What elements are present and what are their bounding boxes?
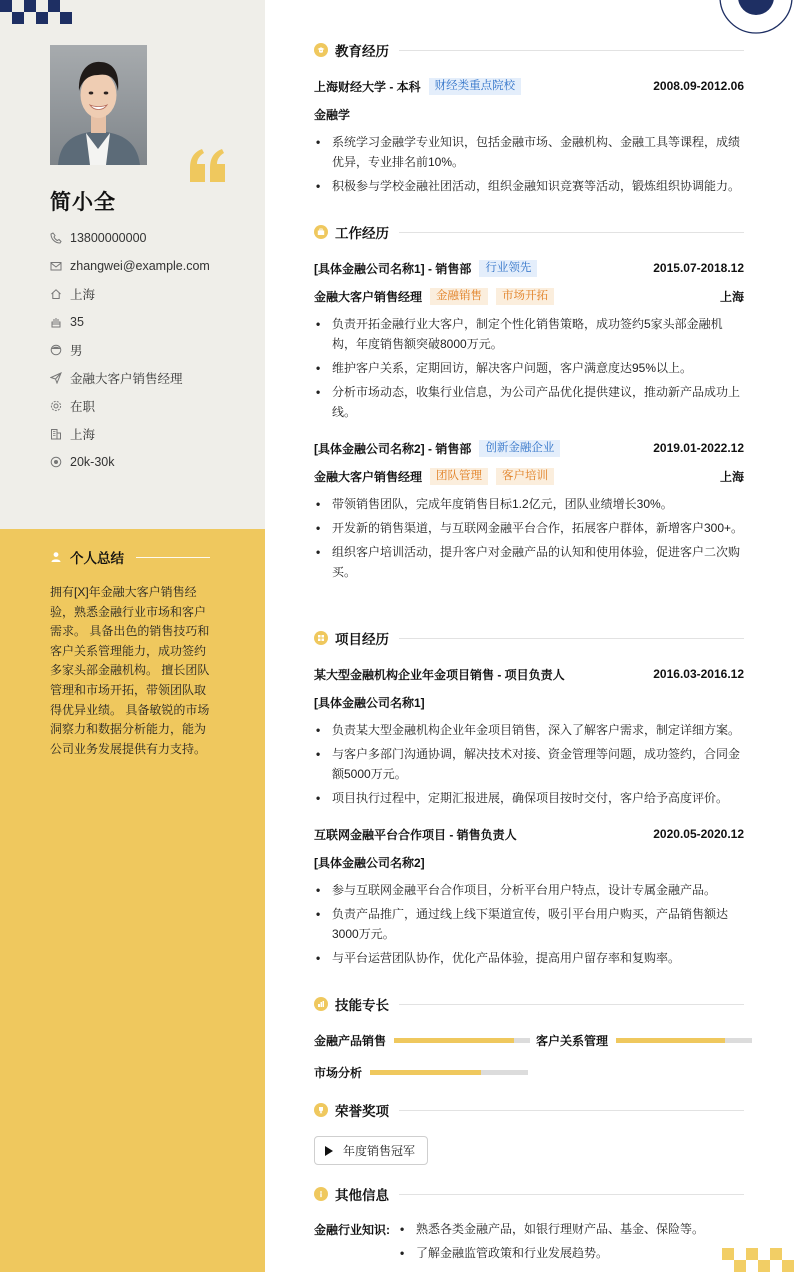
- skill-item: 市场分析: [314, 1063, 528, 1081]
- info-phone: 13800000000: [50, 224, 210, 252]
- skills-icon: [314, 997, 328, 1011]
- project-2-org-row: [具体金融公司名称2]: [314, 855, 425, 870]
- info-age: 35: [50, 308, 210, 336]
- candidate-name: 简小全: [50, 191, 116, 214]
- company-tag: 行业领先: [479, 260, 537, 277]
- quote-icon: [188, 148, 228, 184]
- school-tag: 财经类重点院校: [429, 78, 522, 95]
- list-item: • 负责产品推广，通过线上线下渠道宣传，吸引平台用户购买，产品销售额达3000万元。: [314, 904, 744, 944]
- role-tag: 金融销售: [430, 288, 488, 305]
- role-tag: 团队管理: [430, 468, 488, 485]
- school-name: 上海财经大学 - 本科: [314, 79, 421, 94]
- skill-bar-fill: [616, 1038, 725, 1043]
- list-item: • 项目执行过程中，定期汇报进展，确保项目按时交付，客户给予高度评价。: [314, 788, 744, 808]
- building-icon: [50, 428, 62, 440]
- summary-text: 拥有[X]年金融大客户销售经验，熟悉金融行业市场和客户需求。 具备出色的销售技巧和客户关系管理能力，成功签约多家头部金融机构。 擅长团队管理和市场开拓，带领团队取得优异业绩。 具备敏锐的市场洞察力和数据分析能力，能为公司业务发展提供有力支持。: [50, 585, 210, 756]
- skills-section-heading: 技能专长: [314, 994, 744, 1014]
- project-2-row: 互联网金融平台合作项目 - 销售负责人 2020.05-2020.12: [314, 827, 744, 842]
- project-date: 2016.03-2016.12: [653, 667, 744, 681]
- skill-bar: [616, 1038, 752, 1043]
- job-1-bullets: [314, 314, 744, 426]
- honors-section-heading: 荣誉奖项: [314, 1100, 744, 1120]
- job-2-bullets: [314, 494, 744, 586]
- job-2-company-row: [具体金融公司名称2] - 销售部 创新金融企业 2019.01-2022.12: [314, 441, 744, 456]
- list-item: • 参与互联网金融平台合作项目，分析平台用户特点，设计专属金融产品。: [314, 880, 744, 900]
- skill-item: 金融产品销售: [314, 1031, 530, 1049]
- briefcase-icon: [314, 225, 328, 239]
- checker-pattern-decoration-bottom: [722, 1248, 794, 1272]
- other-label: 金融行业知识:: [314, 1223, 390, 1237]
- list-item: • 开发新的销售渠道，与互联网金融平台合作，拓展客户群体，新增客户300+。: [314, 518, 744, 538]
- education-section-heading: 教育经历: [314, 40, 744, 60]
- info-salary: 20k-30k: [50, 448, 210, 476]
- project-2-bullets: [314, 880, 744, 972]
- info-status: 在职: [50, 392, 210, 420]
- education-row: [314, 77, 744, 95]
- summary-divider: [136, 557, 210, 558]
- status-icon: [50, 400, 62, 412]
- skill-bar: [394, 1038, 530, 1043]
- project-date: 2020.05-2020.12: [653, 827, 744, 841]
- play-triangle-icon: [325, 1146, 333, 1156]
- list-item: • 分析市场动态，收集行业信息，为公司产品优化提供建议，推动新产品成功上线。: [314, 382, 744, 422]
- job-city: 上海: [719, 469, 744, 484]
- list-item: • 了解金融监管政策和行业发展趋势。: [398, 1243, 748, 1263]
- list-item: • 熟悉各类金融产品，如银行理财产品、基金、保险等。: [398, 1219, 748, 1239]
- major: 金融学: [314, 107, 351, 122]
- list-item: • 组织客户培训活动，提升客户对金融产品的认知和使用体验，促进客户二次购买。: [314, 542, 744, 582]
- send-icon: [50, 372, 62, 384]
- summary-heading: 个人总结: [50, 547, 210, 567]
- info-position: 金融大客户销售经理: [50, 364, 210, 392]
- education-bullets: [314, 132, 744, 200]
- job-1-role-row: 金融大客户销售经理 金融销售 市场开拓 上海: [314, 289, 744, 304]
- skill-item: 客户关系管理: [536, 1031, 752, 1049]
- contact-info-list: [50, 224, 210, 476]
- user-icon: [50, 551, 62, 563]
- project-icon: [314, 631, 328, 645]
- age-icon: [50, 316, 62, 328]
- salary-icon: [50, 456, 62, 468]
- project-1-bullets: [314, 720, 744, 812]
- skill-bar-fill: [370, 1070, 481, 1075]
- trophy-icon: [314, 1103, 328, 1117]
- education-date: 2008.09-2012.06: [653, 79, 744, 93]
- work-section-heading: 工作经历: [314, 222, 744, 242]
- left-sidebar: [0, 0, 265, 1272]
- info-gender: 男: [50, 336, 210, 364]
- circle-decoration-left: [0, 485, 44, 575]
- job-2-role-row: 金融大客户销售经理 团队管理 客户培训 上海: [314, 469, 744, 484]
- projects-section-heading: 项目经历: [314, 628, 744, 648]
- list-item: • 带领销售团队，完成年度销售目标1.2亿元，团队业绩增长30%。: [314, 494, 744, 514]
- list-item: • 维护客户关系，定期回访，解决客户问题，客户满意度达95%以上。: [314, 358, 744, 378]
- list-item: • 负责某大型金融机构企业年金项目销售，深入了解客户需求，制定详细方案。: [314, 720, 744, 740]
- list-item: • 负责开拓金融行业大客户，制定个性化销售策略，成功签约5家头部金融机构，年度销售额突破8000万元。: [314, 314, 744, 354]
- role-tag: 市场开拓: [496, 288, 554, 305]
- info-email: zhangwei@example.com: [50, 252, 210, 280]
- job-date: 2019.01-2022.12: [653, 441, 744, 455]
- education-icon: [314, 43, 328, 57]
- major-row: [314, 105, 744, 123]
- home-icon: [50, 288, 62, 300]
- job-date: 2015.07-2018.12: [653, 261, 744, 275]
- award-badge: 年度销售冠军: [314, 1136, 428, 1165]
- project-1-org-row: [具体金融公司名称1]: [314, 695, 425, 710]
- avatar: [50, 45, 147, 165]
- skill-bar: [370, 1070, 528, 1075]
- list-item: • 与平台运营团队协作，优化产品体验，提高用户留存率和复购率。: [314, 948, 744, 968]
- other-section-heading: 其他信息: [314, 1184, 744, 1204]
- list-item: • 与客户多部门沟通协调，解决技术对接、资金管理等问题，成功签约，合同金额5000万元。: [314, 744, 744, 784]
- other-bullets: [398, 1219, 748, 1267]
- job-1-company-row: [具体金融公司名称1] - 销售部 行业领先 2015.07-2018.12: [314, 261, 744, 276]
- role-tag: 客户培训: [496, 468, 554, 485]
- list-item: • 系统学习金融学专业知识，包括金融市场、金融机构、金融工具等课程，成绩优异，专业排名前10%。: [314, 132, 744, 172]
- skill-bar-fill: [394, 1038, 514, 1043]
- info-city: 上海: [50, 420, 210, 448]
- info-icon: [314, 1187, 328, 1201]
- job-city: 上海: [719, 289, 744, 304]
- list-item: • 积极参与学校金融社团活动，组织金融知识竞赛等活动，锻炼组织协调能力。: [314, 176, 744, 196]
- info-location: 上海: [50, 280, 210, 308]
- company-tag: 创新金融企业: [479, 440, 560, 457]
- gender-icon: [50, 344, 62, 356]
- project-1-row: 某大型金融机构企业年金项目销售 - 项目负责人 2016.03-2016.12: [314, 667, 744, 682]
- phone-icon: [50, 232, 62, 244]
- checker-pattern-decoration: [0, 0, 76, 24]
- circle-decoration-right: [718, 0, 794, 38]
- email-icon: [50, 260, 62, 272]
